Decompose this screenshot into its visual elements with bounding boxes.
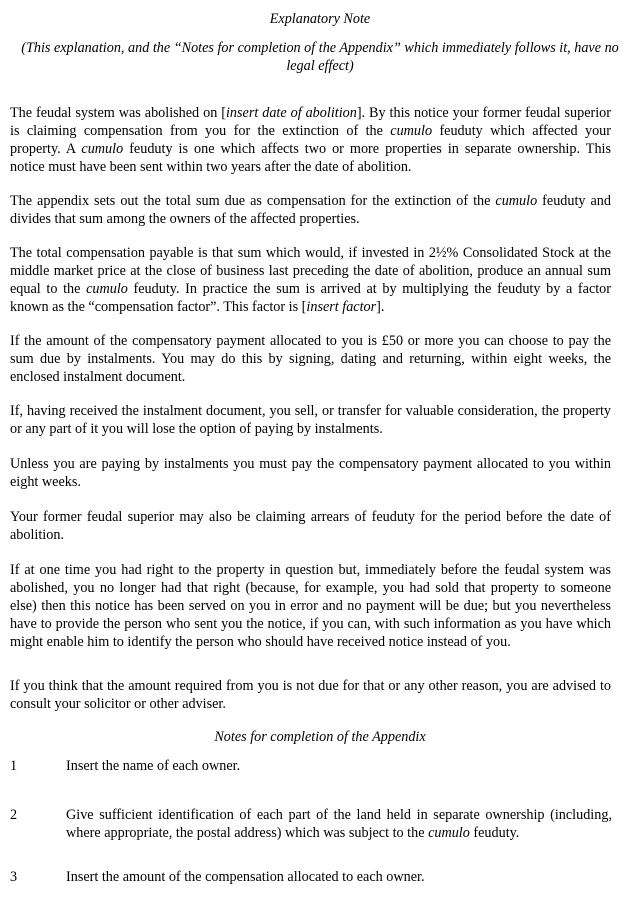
paragraph-payment-deadline: Unless you are paying by instalments you must pay the compensatory payment allocated to you within eight weeks. — [10, 456, 611, 490]
note-text: Give sufficient identification of each part of the land held in separate ownership (including, where appropriate, the postal address) which was subject to the cumulo feuduty. — [66, 807, 612, 841]
paragraph-served-in-error: If at one time you had right to the property in question but, immediately before the feudal system was abolished, you no longer had that right (because, for example, you had sold that property to someone else) then this notice has been served on you in error and no payment will be due; but you nevertheless have to provide the person who sent you the notice, if you can, with such information as you have which might enable him to identify the person who should have received notice instead of you. — [10, 562, 611, 650]
paragraph-instalments: If the amount of the compensatory payment allocated to you is £50 or more you can choose to pay the sum due by instalments. You may do this by signing, dating and returning, within eight weeks, the enclosed instalment document. — [10, 333, 611, 385]
paragraph-transfer: If, having received the instalment document, you sell, or transfer for valuable consideration, the property or any part of it you will lose the option of paying by instalments. — [10, 403, 611, 437]
notes-heading: Notes for completion of the Appendix — [214, 729, 426, 745]
document-subtitle: (This explanation, and the “Notes for completion of the Appendix” which immediately follows it, have no legal effect) — [21, 40, 619, 74]
paragraph-abolition: The feudal system was abolished on [insert date of abolition]. By this notice your former feudal superior is claiming compensation from you for the extinction of the cumulo feuduty which affected your property. A cumulo feuduty is one which affects two or more properties in separate ownership. This notice must have been sent within two years after the date of abolition. — [10, 105, 612, 175]
document-title: Explanatory Note — [269, 11, 371, 27]
paragraph-arrears: Your former feudal superior may also be claiming arrears of feuduty for the period before the date of abolition. — [10, 509, 611, 543]
note-text: Insert the amount of the compensation allocated to each owner. — [66, 869, 425, 885]
note-number: 3 — [10, 869, 18, 885]
note-number: 1 — [10, 758, 18, 774]
paragraph-appendix: The appendix sets out the total sum due as compensation for the extinction of the cumulo feuduty and divides that sum among the owners of the affected properties. — [10, 193, 611, 227]
paragraph-total-compensation: The total compensation payable is that sum which would, if invested in 2½% Consolidated Stock at the middle market price at the close of business last preceding the date of abolition, produce an annual sum equal to the cumulo feuduty. In practice the sum is arrived at by multiplying the feuduty by a factor known as the “compensation factor”. This factor is [insert factor]. — [10, 245, 611, 315]
paragraph-consult-adviser: If you think that the amount required from you is not due for that or any other reason, you are advised to consult your solicitor or other adviser. — [10, 678, 611, 712]
note-text: Insert the name of each owner. — [66, 758, 241, 774]
note-number: 2 — [10, 807, 18, 823]
